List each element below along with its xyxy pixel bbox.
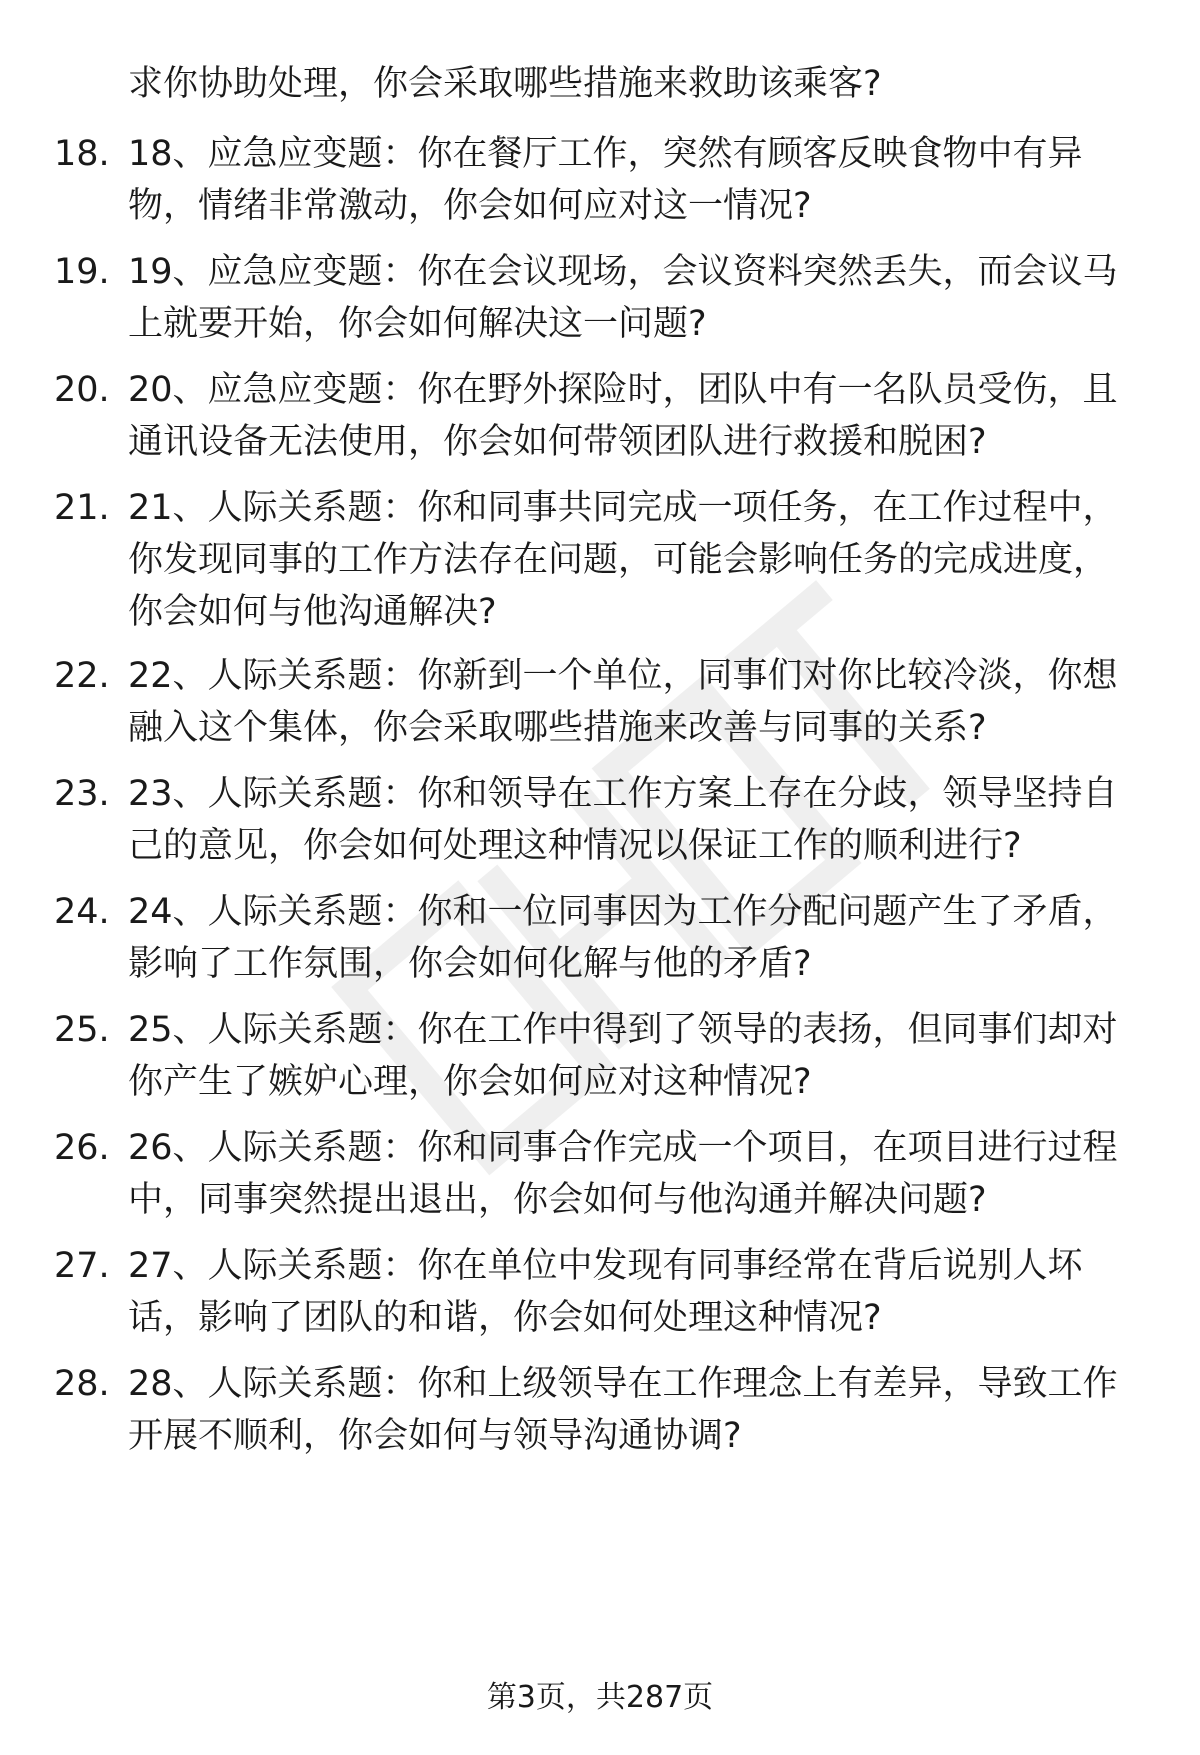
continuation-text: 求你协助处理，你会采取哪些措施来救助该乘客? — [128, 64, 882, 104]
question-number: 21. — [54, 488, 110, 528]
question-line: 28、人际关系题：你和上级领导在工作理念上有差异，导致工作 — [128, 1364, 1118, 1404]
question-line: 影响了工作氛围，你会如何化解与他的矛盾? — [128, 944, 812, 984]
question-number: 25. — [54, 1010, 110, 1050]
question-text — [128, 650, 1148, 754]
question-text — [128, 1358, 1148, 1462]
question-line: 18、应急应变题：你在餐厅工作，突然有顾客反映食物中有异 — [128, 134, 1083, 174]
question-number: 22. — [54, 656, 110, 696]
question-line: 己的意见，你会如何处理这种情况以保证工作的顺利进行? — [128, 826, 1022, 866]
question-number: 24. — [54, 892, 110, 932]
question-text — [128, 1004, 1148, 1108]
question-line: 27、人际关系题：你在单位中发现有同事经常在背后说别人坏 — [128, 1246, 1083, 1286]
question-number: 23. — [54, 774, 110, 814]
question-line: 物，情绪非常激动，你会如何应对这一情况? — [128, 186, 812, 226]
question-line: 开展不顺利，你会如何与领导沟通协调? — [128, 1416, 742, 1456]
question-text — [128, 128, 1148, 232]
question-text — [128, 1122, 1148, 1226]
question-text — [128, 364, 1148, 468]
question-line: 你会如何与他沟通解决? — [128, 592, 497, 632]
question-line: 23、人际关系题：你和领导在工作方案上存在分歧，领导坚持自 — [128, 774, 1118, 814]
question-number: 18. — [54, 134, 110, 174]
question-line: 19、应急应变题：你在会议现场，会议资料突然丢失，而会议马 — [128, 252, 1118, 292]
question-line: 上就要开始，你会如何解决这一问题? — [128, 304, 707, 344]
question-number: 26. — [54, 1128, 110, 1168]
question-line: 26、人际关系题：你和同事合作完成一个项目，在项目进行过程 — [128, 1128, 1118, 1168]
question-number: 28. — [54, 1364, 110, 1404]
question-number: 27. — [54, 1246, 110, 1286]
question-line: 话，影响了团队的和谐，你会如何处理这种情况? — [128, 1298, 882, 1338]
question-line: 22、人际关系题：你新到一个单位，同事们对你比较冷淡，你想 — [128, 656, 1118, 696]
question-line: 20、应急应变题：你在野外探险时，团队中有一名队员受伤，且 — [128, 370, 1118, 410]
question-text — [128, 768, 1148, 872]
question-line: 中，同事突然提出退出，你会如何与他沟通并解决问题? — [128, 1180, 987, 1220]
question-text — [128, 886, 1148, 990]
question-line: 你产生了嫉妒心理，你会如何应对这种情况? — [128, 1062, 812, 1102]
page-footer: 第3页，共287页 — [486, 1680, 714, 1715]
question-text — [128, 1240, 1148, 1344]
question-text — [128, 482, 1148, 638]
question-line: 24、人际关系题：你和一位同事因为工作分配问题产生了矛盾， — [128, 892, 1118, 932]
question-line: 25、人际关系题：你在工作中得到了领导的表扬，但同事们却对 — [128, 1010, 1118, 1050]
question-line: 融入这个集体，你会采取哪些措施来改善与同事的关系? — [128, 708, 987, 748]
question-number: 19. — [54, 252, 110, 292]
question-line: 你发现同事的工作方法存在问题，可能会影响任务的完成进度， — [128, 540, 1109, 580]
question-line: 通讯设备无法使用，你会如何带领团队进行救援和脱困? — [128, 422, 987, 462]
question-number: 20. — [54, 370, 110, 410]
question-line: 21、人际关系题：你和同事共同完成一项任务，在工作过程中， — [128, 488, 1118, 528]
question-text — [128, 246, 1148, 350]
